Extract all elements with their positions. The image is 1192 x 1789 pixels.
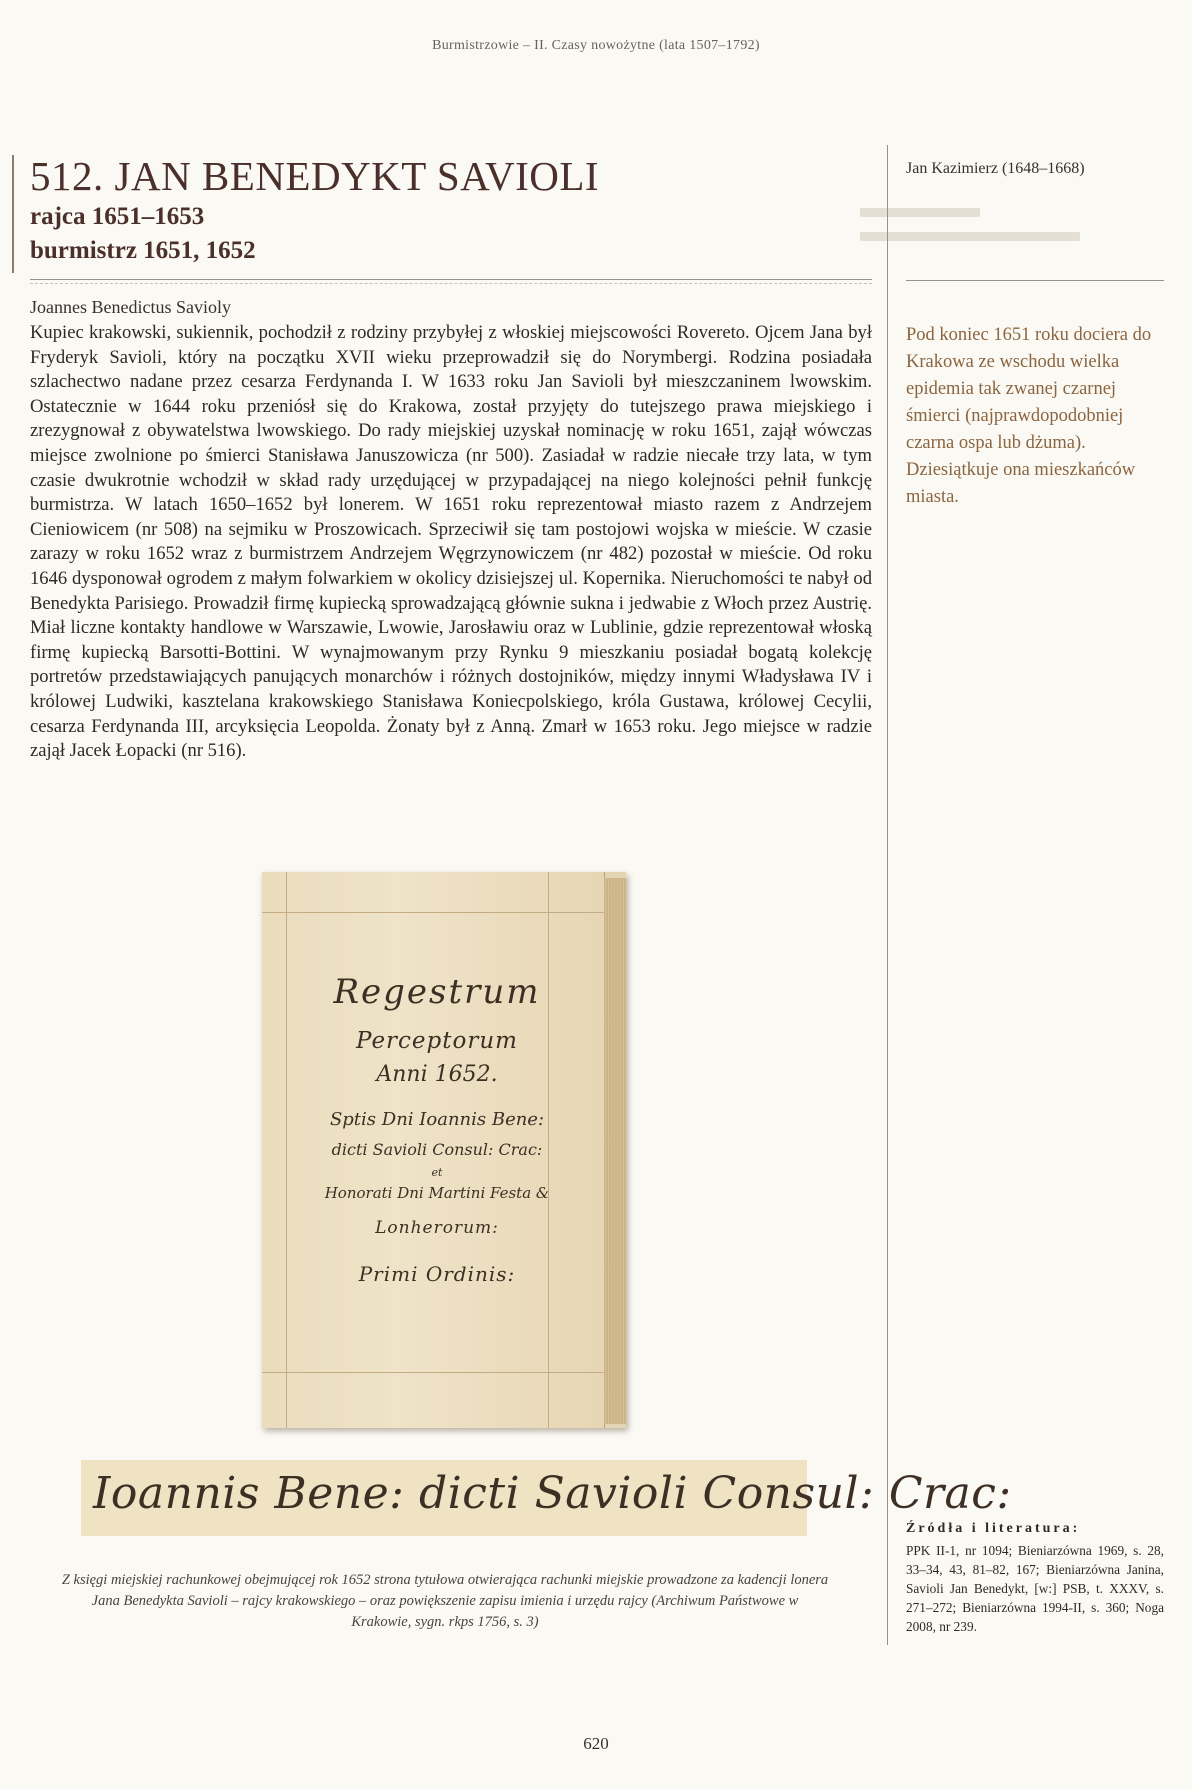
ms-line-9: Primi Ordinis: bbox=[358, 1262, 516, 1286]
manuscript-photo bbox=[262, 872, 626, 1428]
manuscript-page-edges bbox=[604, 878, 626, 1424]
title-accent-bar bbox=[12, 155, 14, 273]
column-divider bbox=[887, 145, 888, 1645]
office-councillor: rajca 1651–1653 bbox=[30, 203, 205, 230]
enlarged-inscription-text: Ioannis Bene: dicti Savioli Consul: Crac: bbox=[93, 1468, 1012, 1519]
ms-line-2: Perceptorum bbox=[356, 1028, 518, 1054]
entry-title: 512. JAN BENEDYKT SAVIOLI bbox=[30, 153, 600, 199]
ms-line-6: et bbox=[431, 1166, 443, 1179]
ms-line-8: Lonherorum: bbox=[375, 1218, 499, 1238]
sidebar-reign: Jan Kazimierz (1648–1668) bbox=[906, 160, 1085, 177]
latin-name: Joannes Benedictus Savioly bbox=[30, 297, 231, 317]
office-mayor: burmistrz 1651, 1652 bbox=[30, 237, 256, 264]
page-number: 620 bbox=[583, 1734, 609, 1753]
sources-text: PPK II-1, nr 1094; Bieniarzówna 1969, s. 28, 33–34, 43, 81–82, 167; Bieniarzówna Janina, Savioli Jan Benedykt, [w:] PSB, t. XXXV, s. 271–272; Bieniarzówna 1994-II, s. 360; Noga 2008, nr 239. bbox=[906, 1543, 1164, 1634]
biography-text: Kupiec krakowski, sukiennik, pochodził z rodziny przybyłej z włoskiej miejscowości Rovereto. Ojcem Jana był Fryderyk Savioli, który na początku XVII wieku przeprowadził się do Norymbergi. Rodzina posiadała szlachectwo nadane przez cesarza Ferdynanda I. W 1633 roku Jan Savioli był mieszczaninem lwowskim. Ostatecznie w 1644 roku przeniósł się do Krakowa, został przyjęty do tutejszego prawa miejskiego i zrezygnował z obywatelstwa lwowskiego. Do rady miejskiej uzyskał nominację w roku 1651, zajął wówczas miejsce zwolnione po śmierci Stanisława Januszowicza (nr 500). Zasiadał w radzie niecałe trzy lata, w tym czasie dwukrotnie wchodził w skład rady urzędującej w przypadającej na niego kolejności pełnił funkcję burmistrza. W latach 1650–1652 był lonerem. W 1651 roku reprezentował miasto razem z Andrzejem Cieniowicem (nr 508) na sejmiku w Proszowicach. Sprzeciwił się tam postojowi wojska w mieście. W czasie zarazy w roku 1652 wraz z burmistrzem Andrzejem Węgrzynowiczem (nr 482) pozostał w mieście. Od roku 1646 dysponował ogrodem z małym folwarkiem w okolicy dzisiejszej ul. Kopernika. Nieruchomości te nabył od Benedykta Parisiego. Prowadził firmę kupiecką sprowadzającą głównie sukna i jedwabie z Włoch przez Austrię. Miał liczne kontakty handlowe w Warszawie, Lwowie, Jarosławiu oraz w Lublinie, gdzie reprezentował włoską firmę kupiecką Barsotti-Bottini. W wynajmowanym przy Rynku 9 mieszkaniu posiadał bogatą kolekcję portretów przedstawiających panujących monarchów i różnych dostojników, między innymi Władysława IV i królowej Ludwiki, kasztelana krakowskiego Stanisława Koniecpolskiego, króla Gustawa, królowej Cecylii, cesarza Ferdynanda III, arcyksięcia Leopolda. Żonaty był z Anną. Zmarł w 1653 roku. Jego miejsce w radzie zajął Jacek Łopacki (nr 516). bbox=[30, 322, 872, 762]
ms-line-5: dicti Savioli Consul: Crac: bbox=[331, 1140, 543, 1159]
title-rule bbox=[30, 279, 872, 280]
sources-title: Źródła i literatura: bbox=[906, 1521, 1081, 1536]
sidebar-rule bbox=[906, 280, 1164, 281]
sidebar-note: Pod koniec 1651 roku dociera do Krakowa ze wschodu wielka epidemia tak zwanej czarnej śmierci (najprawdopodobniej czarna ospa lub dżuma). Dziesiątkuje ona mieszkańców miasta. bbox=[906, 325, 1152, 507]
figure-caption: Z księgi miejskiej rachunkowej obejmującej rok 1652 strona tytułowa otwierająca rachunki miejskie prowadzone za kadencji lonera Jana Benedykta Savioli – rajcy krakowskiego – oraz powiększenie zapisu imienia i urzędu rajcy (Archiwum Państwowe w Krakowie, sygn. rkps 1756, s. 3) bbox=[61, 1572, 829, 1630]
manuscript-page bbox=[262, 872, 605, 1428]
ms-line-3: Anni 1652. bbox=[376, 1062, 498, 1087]
ms-line-4: Sptis Dni Ioannis Bene: bbox=[329, 1109, 545, 1130]
running-head: Burmistrzowie – II. Czasy nowożytne (lata 1507–1792) bbox=[432, 38, 760, 53]
ms-line-1: Regestrum bbox=[333, 972, 541, 1012]
ms-line-7: Honorati Dni Martini Festa & bbox=[324, 1184, 550, 1202]
title-rule-dashed bbox=[30, 283, 872, 284]
